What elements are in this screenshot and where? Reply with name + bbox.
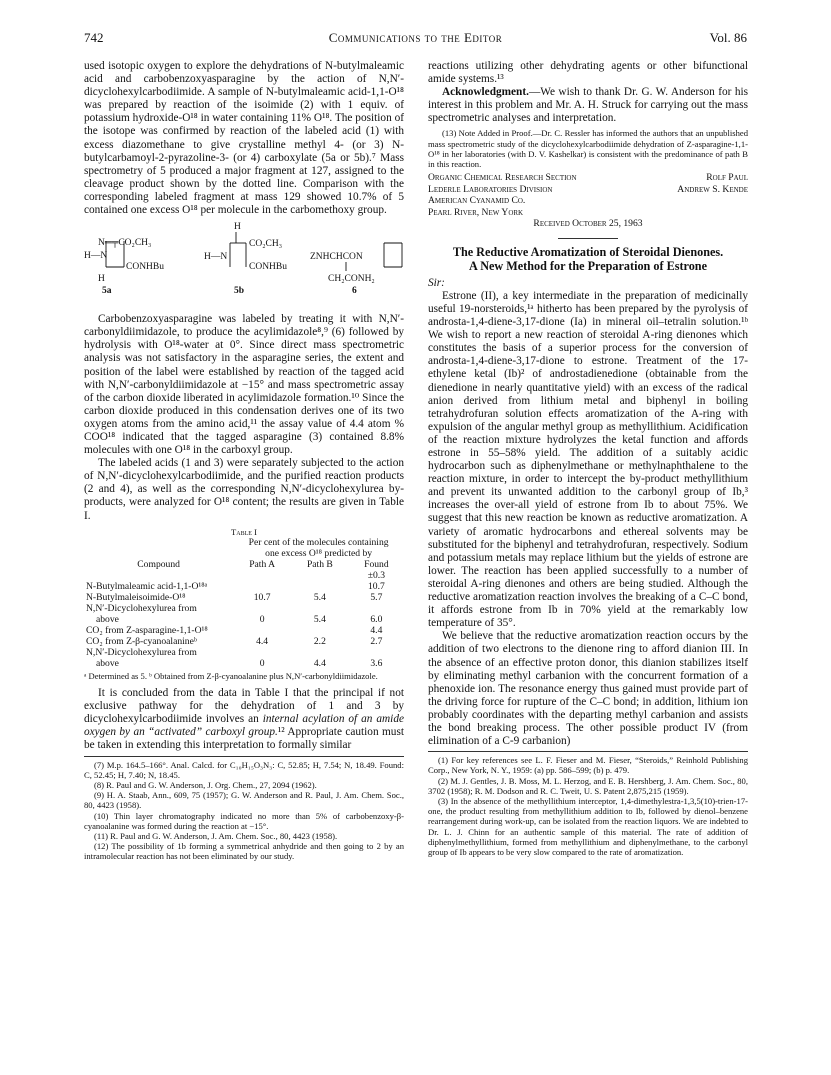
table-row xyxy=(84,603,404,614)
paragraph: The labeled acids (1 and 3) were separately subjected to the action of N,N′-dicyclohexylcarbodiimide, and the purified reaction products (2 and 4), as well as the corresponding N,N′-dicyclohexylurea by-products, were analyzed for O¹⁸ content; the results are given in Table I. xyxy=(84,457,404,522)
struct-5a-h: H xyxy=(98,274,105,285)
journal-section-title: Communications to the Editor xyxy=(328,30,503,45)
struct-5b-nh: H—N xyxy=(204,252,228,263)
row-compound: N-Butylmaleisoimide-O¹⁸ xyxy=(86,591,186,603)
table-row xyxy=(84,581,404,592)
struct-6-main: ZNHCHCON xyxy=(310,252,363,263)
footnote: (8) R. Paul and G. W. Anderson, J. Org. Chem., 27, 2094 (1962). xyxy=(94,779,317,790)
col-path-a: Path A xyxy=(249,558,276,570)
struct-5a-top: N═╤CO₂CH₃ xyxy=(98,238,152,249)
found-error: ±0.3 xyxy=(367,569,386,581)
row-path-a xyxy=(233,647,291,658)
table-row xyxy=(84,647,404,658)
row-path-a: 10.7 xyxy=(253,591,271,603)
acknowledgment xyxy=(428,86,748,125)
row-path-a: 4.4 xyxy=(256,635,269,647)
conclusion-emphasis: internal acylation of an amide oxygen by an “activated” carboxyl group. xyxy=(84,713,404,739)
row-path-a xyxy=(233,603,291,614)
struct-5a-side: CONHBu xyxy=(126,262,165,273)
ack-body: —We wish to thank Dr. G. W. Anderson for his interest in this problem and Mr. A. H. Struck for carrying out the mass spectrometric analyses and interpretation. xyxy=(428,86,748,125)
row-path-b xyxy=(291,581,349,592)
row-path-b xyxy=(291,625,349,636)
row-path-a: 0 xyxy=(259,657,265,669)
struct-5a-nh: H—N xyxy=(84,251,108,262)
paragraph: reactions utilizing other dehydrating agents or other bifunctional amide systems.¹³ xyxy=(428,60,748,86)
note-added-in-proof: (13) Note Added in Proof.—Dr. C. Ressler has informed the authors that an unpublished mass spectrometric study of the dicyclohexylcarbodiimide dehydration of Z-asparagine-1,1-O¹⁸ in her laboratories (with D. V. Kashelkar) is consistent with the predominance of path B in this reaction. xyxy=(428,128,748,170)
table-row xyxy=(84,658,404,669)
article-title-line1: The Reductive Aromatization of Steroidal Dienones. xyxy=(452,244,724,259)
left-footnotes xyxy=(84,760,404,862)
row-path-b: 4.4 xyxy=(313,657,326,669)
paragraph: used isotopic oxygen to explore the dehydrations of N-butylmaleamic acid and carbobenzoxyasparagine by the action of N,N′-dicyclohexylcarbodiimide. A sample of N-butylmaleamic acid-1,1-O¹⁸ was prepared by reaction of the isoimide (2) with 1 equiv. of potassium hydroxide-O¹⁸ in water containing 11% O¹⁸. The position of the isotope was confirmed by reaction of the labeled acid (1) with excess diazomethane to give crystalline methyl 4- (or 3) N-butylcarbamoyl-2-pyrazoline-3- (or 4) carboxylate (5a or 5b).⁷ Mass spectrometry of 5 produced a major fragment at 127, assigned to the cleavage product shown by the dotted line. Comparison with the corresponding labeled fragment at mass 129 showed 10.7% of 5 contained one excess O¹⁸ per molecule in the carbomethoxy group. xyxy=(84,60,404,217)
conclusion-text-a: It is concluded from the data in Table I that the principal if not exclusive pathway for the dehydration of 1 and 3 by dicyclohexylcarbodiimide involves an xyxy=(84,687,404,726)
sig-division: Lederle Laboratories Division xyxy=(428,183,553,195)
table-row xyxy=(84,636,404,647)
table-row xyxy=(84,625,404,636)
footnote-rule xyxy=(84,756,404,757)
page-number: 742 xyxy=(84,30,104,45)
footnote: (9) H. A. Staab, Ann., 609, 75 (1957); G. W. Anderson and R. Paul, J. Am. Chem. Soc., 80, 4423 (1958). xyxy=(84,790,404,811)
col-compound: Compound xyxy=(137,558,180,570)
footnote: (2) M. J. Gentles, J. B. Moss, M. L. Herzog, and E. B. Hershberg, J. Am. Chem. Soc., 80, 3702 (1958); R. M. Dodson and R. C. Tweit, U. S. Patent 2,875,215 (1959). xyxy=(428,775,748,796)
left-column xyxy=(84,60,404,862)
col-path-b: Path B xyxy=(306,558,333,570)
table-header-line1: Per cent of the molecules containing xyxy=(248,536,389,548)
footnote: (7) M.p. 164.5–166°. Anal. Calcd. for C₁₀H₁₅O₃N₃: C, 52.85; H, 7.54; N, 18.49. Found: C, 52.45; H, 7.40; N, 18.45. xyxy=(84,759,404,780)
sig-company: American Cyanamid Co. xyxy=(428,195,526,207)
row-compound: above xyxy=(96,657,119,669)
right-column xyxy=(428,60,748,857)
struct-label-6: 6 xyxy=(352,286,357,297)
col-found: Found xyxy=(364,558,389,570)
chemical-structures xyxy=(84,219,404,311)
struct-label-5a: 5a xyxy=(102,286,112,297)
row-found xyxy=(349,647,404,658)
row-found: 3.6 xyxy=(370,657,383,669)
footnote: (12) The possibility of 1b forming a symmetrical anhydride and then going to 2 by an intramolecular reaction has not been eliminated by our study. xyxy=(84,841,404,862)
struct-label-5b: 5b xyxy=(234,286,245,297)
row-found: 6.0 xyxy=(370,613,383,625)
row-path-b: 5.4 xyxy=(313,591,326,603)
footnote: (1) For key references see L. F. Fieser and M. Fieser, “Steroids,” Reinhold Publishing Corp., New York, N. Y., 1959: (a) pp. 586–599; (b) p. 479. xyxy=(428,755,748,776)
footnote-rule xyxy=(428,751,748,752)
table-row xyxy=(84,614,404,625)
paragraph: Estrone (II), a key intermediate in the preparation of medicinally useful 19-norsteroids,¹ᵃ hitherto has been prepared by the pyrolysis of androsta-1,4-diene-3,17-dione (Ia) in mineral oil–tetralin solution.¹ᵇ We wish to report a new reaction of steroidal A-ring dienones which constitutes the basis of a superior process for the conversion of androsta-1,4-diene-3,17-dione to estrone. Treatment of the 17-ethylene ketal (Ib)² of androstadienedione (obtainable from the dienedione in nearly quantitative yield) with an excess of the radical anion derived from lithium metal and biphenyl in boiling tetrahydrofuran solution effects aromatization of the A-ring with expulsion of the angular methyl group as methyllithium. Acidification of the reaction mixture hydrolyzes the ketal function and affords estrone in 55–58% yield. The addition of a suitably acidic hydrocarbon such as diphenylmethane or methylnaphthalene to the reaction mixture, in order to intercept the by-product methyllithium and prevent its unwanted addition to the carbonyl group of Ib,³ increases the over-all yield of estrone from Ib to about 75%. We suggest that this new reaction be known as reductive aromatization. A variety of aromatic hydrocarbons and ethereal solvents may be substituted for the biphenyl and tetrahydrofuran, respectively. Sodium and potassium metals may replace lithium but the yields of estrone are lower. The reaction has been applied successfully to a number of steroidal A-ring dienones and others are being studied. Although the reductive aromatization reaction involves the breaking of a C–C bond, it affords estrone from Ib in 70% yield at the remarkably low temperature of 35°. xyxy=(428,289,748,630)
struct-5b-h: H xyxy=(234,222,241,233)
structure-drawing xyxy=(84,219,404,311)
row-found xyxy=(349,603,404,614)
struct-5b-co: CO₂CH₃ xyxy=(249,239,283,250)
row-path-b xyxy=(291,647,349,658)
row-compound: CO₂ from Z-β-cyanoalanineᵇ xyxy=(86,635,197,647)
row-path-a: 0 xyxy=(259,613,265,625)
row-path-b: 5.4 xyxy=(313,613,326,625)
row-found: 2.7 xyxy=(370,635,383,647)
row-compound: CO₂ from Z-asparagine-1,1-O¹⁸ xyxy=(86,624,208,636)
table-row xyxy=(84,592,404,603)
sig-section: Organic Chemical Research Section xyxy=(428,172,577,184)
conclusion-text-b: ¹² Appropriate caution must be taken in extending this interpretation to formally similar xyxy=(84,726,404,752)
paragraph: Carbobenzoxyasparagine was labeled by treating it with N,N′-carbonyldiimidazole, to produce the acylimidazole⁸,⁹ (6) followed by hydrolysis with O¹⁸-water at 0°. Since direct mass spectrometric analysis was not satisfactory in the asparagine series, the extent and position of the label were established by reaction of the tagged acid with N,N′-carbonyldiimidazole at −15° and mass spectrometric assay of the carbon dioxide liberated in acylimidazole formation.¹⁰ Since the carbon dioxide produced in this condensation derives one of its two oxygen atoms from the amino acid,¹¹ the assay value of 4.4 atom % COO¹⁸ indicated that the tagged asparagine (3) contained 8.8% molecules with one O¹⁸ in the carboxyl group. xyxy=(84,313,404,457)
conclusion-paragraph xyxy=(84,687,404,752)
volume-number: Vol. 86 xyxy=(709,30,747,45)
table-caption: Table I xyxy=(231,526,257,537)
footnote: (3) In the absence of the methyllithium interceptor, 1,4-dimethylestra-1,3,5(10)-trien-17-one, the product resulting from methyllithium addition to Ib, followed by dienol–benzene rearrangement during work-up, can be isolated from the reaction liquors. We are indebted to Dr. L. J. Chinn for an authentic sample of this material. The rate of addition of diphenylmethyllithium, formed from methyllithium and diphenylmethane, to the carbonyl group of Ib appears to be very slow compared to the rate of aromatization. xyxy=(428,795,748,857)
row-found: 5.7 xyxy=(370,591,383,603)
running-head xyxy=(84,30,747,46)
right-footnotes xyxy=(428,755,748,857)
section-divider xyxy=(558,238,618,239)
paragraph: We believe that the reductive aromatization reaction occurs by the addition of two electrons to the dienone ring to afford dianion III. In the absence of an effective proton donor, this dianion stabilizes itself by eliminating methyl carbanion with the concurrent formation of a phenoxide ion. The resonance energy thus gained must provide part of the driving force for rupture of the C–C bond; in addition, lithium ion probably coordinates with the departing methyl carbanion and assists the bond breaking process. The other possible product IV (from elimination of a C-9 carbanion) xyxy=(428,630,748,748)
footnote: (10) Thin layer chromatography indicated no more than 5% of carbobenzoxy-β-cyanoalanine was formed during the reaction at −15°. xyxy=(84,810,404,831)
article-title xyxy=(428,245,748,273)
row-found: 10.7 xyxy=(367,580,385,592)
row-path-a xyxy=(233,581,291,592)
row-compound: N,N′-Dicyclohexylurea from xyxy=(86,646,197,658)
sig-location: Pearl River, New York xyxy=(428,206,524,218)
struct-6-sub: CH₂CONH₂ xyxy=(328,274,375,285)
row-path-a xyxy=(233,625,291,636)
row-compound: N-Butylmaleamic acid-1,1-O¹⁸ᵃ xyxy=(86,580,208,592)
sig-author-2: Andrew S. Kende xyxy=(677,183,748,195)
row-compound: N,N′-Dicyclohexylurea from xyxy=(86,602,197,614)
row-compound: above xyxy=(96,613,119,625)
sig-author-1: Rolf Paul xyxy=(706,172,748,184)
article-title-line2: A New Method for the Preparation of Estrone xyxy=(469,258,707,273)
salutation: Sir: xyxy=(428,276,445,289)
footnote: (11) R. Paul and G. W. Anderson, J. Am. Chem. Soc., 80, 4423 (1958). xyxy=(94,830,338,841)
row-found: 4.4 xyxy=(370,624,383,636)
table-header-line2: one excess O¹⁸ predicted by xyxy=(265,547,373,559)
table-footnote: ᵃ Determined as 5. ᵇ Obtained from Z-β-cyanoalanine plus N,N′-carbonyldiimidazole. xyxy=(84,670,378,681)
row-path-b: 2.2 xyxy=(313,635,326,647)
row-path-b xyxy=(291,603,349,614)
ack-heading: Acknowledgment. xyxy=(442,86,529,99)
struct-5b-side: CONHBu xyxy=(249,262,288,273)
received-date: Received October 25, 1963 xyxy=(533,218,643,230)
signature-block xyxy=(428,172,748,230)
results-table xyxy=(84,537,404,669)
